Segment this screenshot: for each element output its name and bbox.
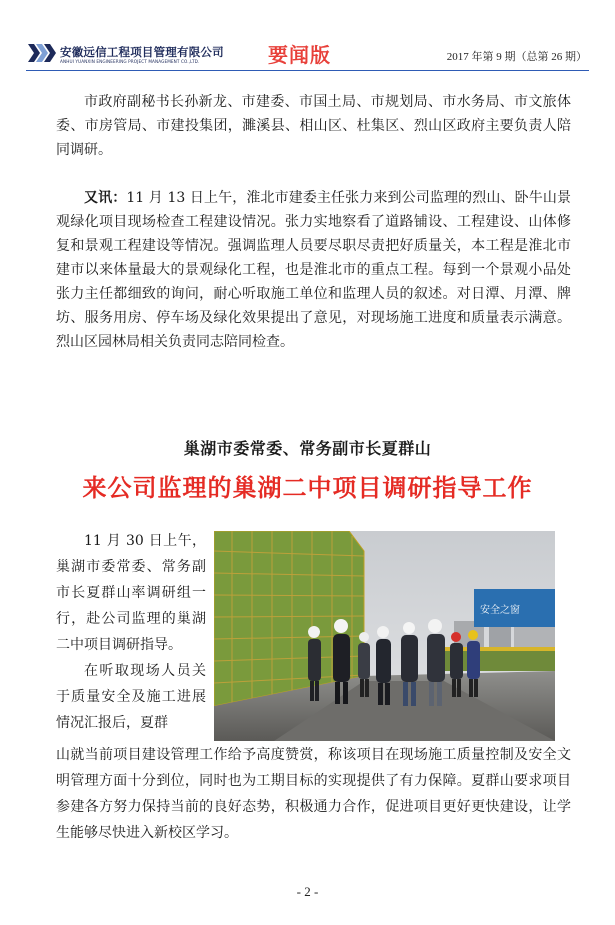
page-header bbox=[0, 0, 615, 80]
article2-paragraph1: 11 月 30 日上午，巢湖市委常委、常务副市长夏群山率调研组一行，赴公司监理的巢湖二中项目调研指导。 bbox=[56, 533, 206, 653]
company-name: 安徽远信工程项目管理有限公司 bbox=[60, 45, 224, 59]
article2-paragraph2: 在听取现场人员关于质量安全及施工进展情况汇报后，夏群 bbox=[56, 663, 206, 731]
company-name-english: ANHUI YUANXIN ENGINEERING PROJECT MANAGEMENT CO.,LTD. bbox=[60, 59, 200, 64]
article1-paragraph1: 市政府副秘书长孙新龙、市建委、市国土局、市规划局、市水务局、市文旅体委、市房管局、市建投集团，濉溪县、相山区、杜集区、烈山区政府主要负责人陪同调研。 bbox=[56, 94, 571, 158]
article2-headline: 来公司监理的巢湖二中项目调研指导工作 bbox=[82, 474, 533, 502]
article1-paragraph2-text: 11 月 13 日上午，淮北市建委主任张力来到公司监理的烈山、卧牛山景观绿化项目现场检查工程建设情况。张力实地察看了道路铺设、工程建设、山体修复和景观工程建设等情况。强调监理人员要尽职尽责把好质量关，本工程是淮北市建市以来体量最大的景观绿化工程，也是淮北市的重点工程。每到一个景观小品处张力主任都细致的询问，耐心听取施工单位和监理人员的叙述。对日潭、月潭、牌坊、服务用房、停车场及绿化效果提出了意见，对现场施工进度和质量表示满意。烈山区园林局相关负责同志陪同检查。 bbox=[56, 190, 572, 350]
article2-column-text bbox=[56, 528, 206, 736]
section-title: 要闻版 bbox=[268, 43, 331, 67]
issue-info: 2017 年第 9 期（总第 26 期） bbox=[446, 51, 587, 63]
site-visit-photo bbox=[214, 531, 555, 741]
header-divider bbox=[26, 70, 589, 71]
page-number: - 2 - bbox=[296, 884, 319, 899]
article1-lead-label: 又讯： bbox=[84, 190, 127, 206]
yx-logo-icon bbox=[28, 44, 56, 62]
svg-text:安全之窗: 安全之窗 bbox=[480, 605, 520, 616]
article2-paragraph2-continued: 山就当前项目建设管理工作给予高度赞赏，称该项目在现场施工质量控制及安全文明管理方面十分到位，同时也为工期目标的实现提供了有力保障。夏群山要求项目参建各方努力保持当前的良好态势，积极通力合作，促进项目更好更快建设，让学生能够尽快进入新校区学习。 bbox=[56, 747, 571, 841]
article1-paragraph2 bbox=[56, 186, 571, 354]
article2-subheading: 巢湖市委常委、常务副市长夏群山 bbox=[183, 439, 432, 458]
